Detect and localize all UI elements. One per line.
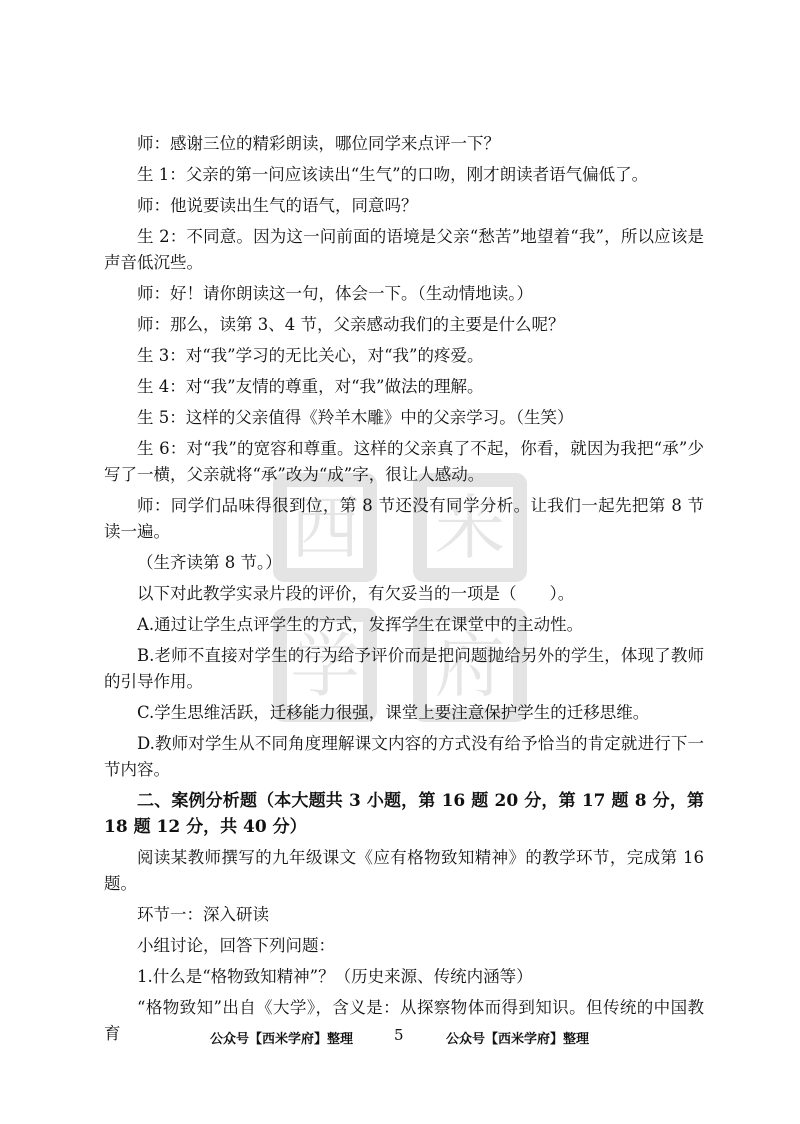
option-b: B.老师不直接对学生的行为给予评价而是把问题抛给另外的学生，体现了教师的引导作用。 xyxy=(104,645,704,691)
option-a: A.通过让学生点评学生的方式，发挥学生在课堂中的主动性。 xyxy=(137,614,584,634)
dialogue-line: 生 2：不同意。因为这一问前面的语境是父亲“愁苦”地望着“我”，所以应该是声音低沉些。 xyxy=(104,226,704,272)
document-body xyxy=(104,128,704,1049)
dialogue-line: 生 4：对“我”友情的尊重，对“我”做法的理解。 xyxy=(137,376,484,396)
watermark-char-2: 米 xyxy=(435,487,505,569)
dialogue-line: 师：好！请你朗读这一句，体会一下。（生动情地读。） xyxy=(137,283,533,303)
question-stem: 以下对此教学实录片段的评价，有欠妥当的一项是（ ）。 xyxy=(137,583,575,603)
option-c: C.学生思维活跃，迁移能力很强，课堂上要注意保护学生的迁移思维。 xyxy=(137,702,650,722)
footer-right-credit: 公众号【西米学府】整理 xyxy=(446,1032,590,1047)
dialogue-line: 生 6：对“我”的宽容和尊重。这样的父亲真了不起，你看，就因为我把“承”少写了一横，父亲就将“承”改为“成”字，很让人感动。 xyxy=(104,438,704,484)
dialogue-line: 生 1：父亲的第一问应该读出“生气”的口吻，刚才朗读者语气偏低了。 xyxy=(137,164,649,184)
section-heading: 二、案例分析题（本大题共 3 小题，第 16 题 20 分，第 17 题 8 分，第 18 题 12 分，共 40 分） xyxy=(104,790,704,837)
watermark-char-3: 学 xyxy=(290,625,360,707)
option-d: D.教师对学生从不同角度理解课文内容的方式没有给予恰当的肯定就进行下一节内容。 xyxy=(104,733,704,779)
dialogue-line: 师：同学们品味得很到位，第 8 节还没有同学分析。让我们一起先把第 8 节读一遍。 xyxy=(104,495,704,541)
watermark-char-4: 府 xyxy=(435,625,505,707)
body-paragraph: 小组讨论，回答下列问题： xyxy=(137,935,335,955)
footer-left-credit: 公众号【西米学府】整理 xyxy=(210,1032,354,1047)
dialogue-line: 师：他说要读出生气的语气，同意吗？ xyxy=(137,195,418,215)
body-paragraph: 阅读某教师撰写的九年级课文《应有格物致知精神》的教学环节，完成第 16 题。 xyxy=(104,847,704,893)
dialogue-line: 生 5：这样的父亲值得《羚羊木雕》中的父亲学习。（生笑） xyxy=(137,407,574,427)
dialogue-line: 师：感谢三位的精彩朗读，哪位同学来点评一下？ xyxy=(137,133,500,153)
body-paragraph: 环节一：深入研读 xyxy=(137,904,269,924)
page-footer xyxy=(0,1024,800,1048)
body-paragraph: 1.什么是“格物致知精神”？（历史来源、传统内涵等） xyxy=(137,966,533,986)
body-paragraph: “格物致知”出自《大学》，含义是：从探察物体而得到知识。但传统的中国教育 xyxy=(104,997,704,1043)
stage-direction: （生齐读第 8 节。） xyxy=(137,552,282,572)
watermark-char-1: 西 xyxy=(290,487,360,569)
page-number: 5 xyxy=(394,1026,404,1044)
dialogue-line: 师：那么，读第 3、4 节，父亲感动我们的主要是什么呢？ xyxy=(137,314,565,334)
dialogue-line: 生 3：对“我”学习的无比关心，对“我”的疼爱。 xyxy=(137,345,484,365)
